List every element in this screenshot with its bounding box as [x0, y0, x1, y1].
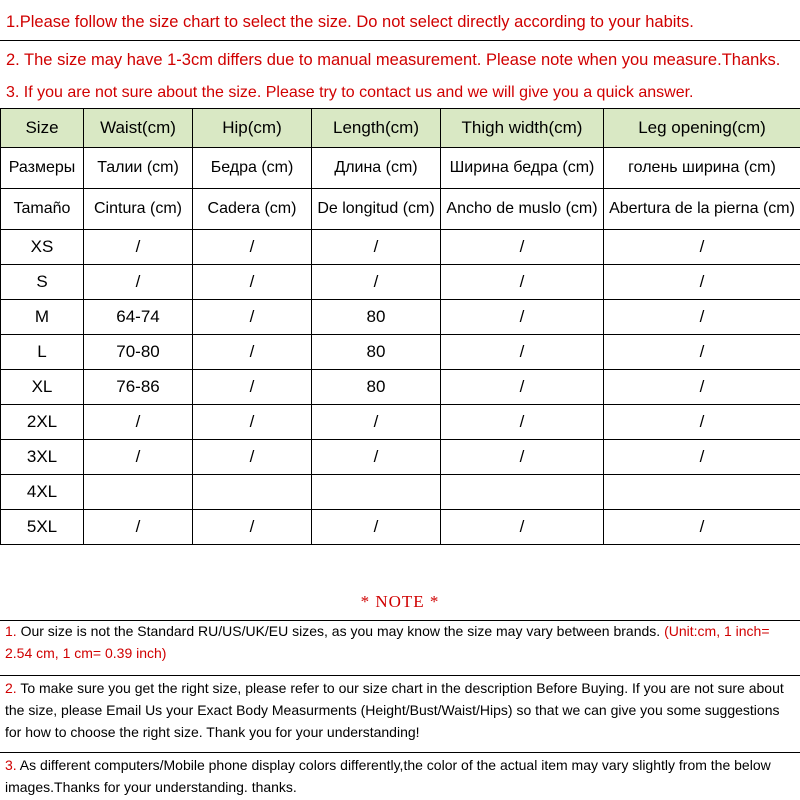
table-cell [193, 475, 312, 510]
header-row-russian [1, 148, 800, 189]
note-title: * NOTE * [360, 592, 440, 611]
size-cell: M [1, 300, 84, 335]
header-cell: Бедра (cm) [193, 148, 312, 189]
table-row [1, 230, 800, 265]
table-cell [84, 475, 193, 510]
table-cell: 80 [312, 335, 441, 370]
header-cell: Cintura (cm) [84, 189, 193, 230]
table-cell: 64-74 [84, 300, 193, 335]
note-2 [5, 677, 795, 743]
header-cell: голень ширина (cm) [604, 148, 800, 189]
header-cell: Hip(cm) [193, 109, 312, 148]
table-cell: / [441, 335, 604, 370]
table-cell: / [193, 230, 312, 265]
header-cell: Tamaño [1, 189, 84, 230]
table-cell: / [604, 440, 800, 475]
table-cell: / [193, 440, 312, 475]
table-cell: 80 [312, 300, 441, 335]
note-text: To make sure you get the right size, please refer to our size chart in the description Before Buying. If you are not sure about the size, please Email Us your Exact Body Measurments (Height/Bust/Waist/Hips) so that we can give you some suggestions for how to choose the right size. Thank you for your understanding! [5, 680, 784, 740]
header-cell: Ancho de muslo (cm) [441, 189, 604, 230]
header-cell: Талии (cm) [84, 148, 193, 189]
table-cell: 80 [312, 370, 441, 405]
table-cell: / [604, 230, 800, 265]
table-cell: 76-86 [84, 370, 193, 405]
table-cell: / [604, 300, 800, 335]
table-row [1, 510, 800, 545]
top-note-1: 1.Please follow the size chart to select the size. Do not select directly according to your habits. [6, 13, 694, 31]
size-cell: XL [1, 370, 84, 405]
header-row-spanish [1, 189, 800, 230]
table-row [1, 405, 800, 440]
size-cell: S [1, 265, 84, 300]
bottom-notes [0, 582, 800, 800]
table-cell [312, 475, 441, 510]
header-cell: Abertura de la pierna (cm) [604, 189, 800, 230]
table-row [1, 370, 800, 405]
table-cell: / [441, 230, 604, 265]
table-cell [441, 475, 604, 510]
top-note-2: 2. The size may have 1-3cm differs due to manual measurement. Please note when you measure.Thanks. [6, 51, 781, 69]
table-cell: / [604, 370, 800, 405]
table-cell: / [193, 405, 312, 440]
note-number: 3. [5, 757, 17, 773]
table-cell: / [193, 335, 312, 370]
table-cell: / [312, 510, 441, 545]
table-cell: / [604, 405, 800, 440]
header-cell: Size [1, 109, 84, 148]
divider [0, 752, 800, 753]
table-cell: / [604, 510, 800, 545]
table-cell: / [193, 300, 312, 335]
header-cell: Длина (cm) [312, 148, 441, 189]
divider [0, 675, 800, 676]
table-row [1, 475, 800, 510]
table-cell: / [84, 510, 193, 545]
size-cell: 2XL [1, 405, 84, 440]
table-cell: / [441, 440, 604, 475]
table-cell: / [312, 230, 441, 265]
unit-note: (Unit:cm, 1 inch= 2.54 cm, 1 cm= 0.39 inch) [5, 623, 770, 661]
header-cell: Length(cm) [312, 109, 441, 148]
header-cell: De longitud (cm) [312, 189, 441, 230]
table-row [1, 300, 800, 335]
top-note-3: 3. If you are not sure about the size. Please try to contact us and we will give you a quick answer. [6, 84, 694, 101]
table-row [1, 335, 800, 370]
table-cell: / [604, 265, 800, 300]
note-number: 2. [5, 680, 17, 696]
table-cell: / [604, 335, 800, 370]
note-number: 1. [5, 623, 17, 639]
table-cell: / [441, 300, 604, 335]
table-row [1, 440, 800, 475]
table-cell: / [193, 265, 312, 300]
table-cell: / [84, 265, 193, 300]
size-cell: 5XL [1, 510, 84, 545]
size-chart-table [0, 108, 800, 545]
table-cell: / [441, 405, 604, 440]
divider [0, 40, 800, 41]
table-cell: / [441, 510, 604, 545]
table-cell: / [441, 265, 604, 300]
header-cell: Cadera (cm) [193, 189, 312, 230]
table-cell: / [441, 370, 604, 405]
table-cell: / [84, 440, 193, 475]
size-cell: XS [1, 230, 84, 265]
table-cell: / [84, 230, 193, 265]
table-cell: 70-80 [84, 335, 193, 370]
header-cell: Leg opening(cm) [604, 109, 800, 148]
table-cell [604, 475, 800, 510]
table-cell: / [84, 405, 193, 440]
note-text: As different computers/Mobile phone display colors differently,the color of the actual item may vary slightly from the below images.Thanks for your understanding. thanks. [5, 757, 771, 795]
table-cell: / [312, 265, 441, 300]
table-cell: / [193, 370, 312, 405]
top-notes [0, 0, 800, 108]
note-3 [5, 754, 795, 798]
table-cell: / [312, 405, 441, 440]
header-cell: Ширина бедра (cm) [441, 148, 604, 189]
table-cell: / [312, 440, 441, 475]
size-cell: 3XL [1, 440, 84, 475]
note-1 [5, 620, 795, 664]
header-cell: Размеры [1, 148, 84, 189]
header-row [1, 109, 800, 148]
note-text: Our size is not the Standard RU/US/UK/EU sizes, as you may know the size may vary between brands. [16, 623, 661, 639]
size-cell: L [1, 335, 84, 370]
table-cell: / [193, 510, 312, 545]
table-row [1, 265, 800, 300]
header-cell: Thigh width(cm) [441, 109, 604, 148]
header-cell: Waist(cm) [84, 109, 193, 148]
size-cell: 4XL [1, 475, 84, 510]
